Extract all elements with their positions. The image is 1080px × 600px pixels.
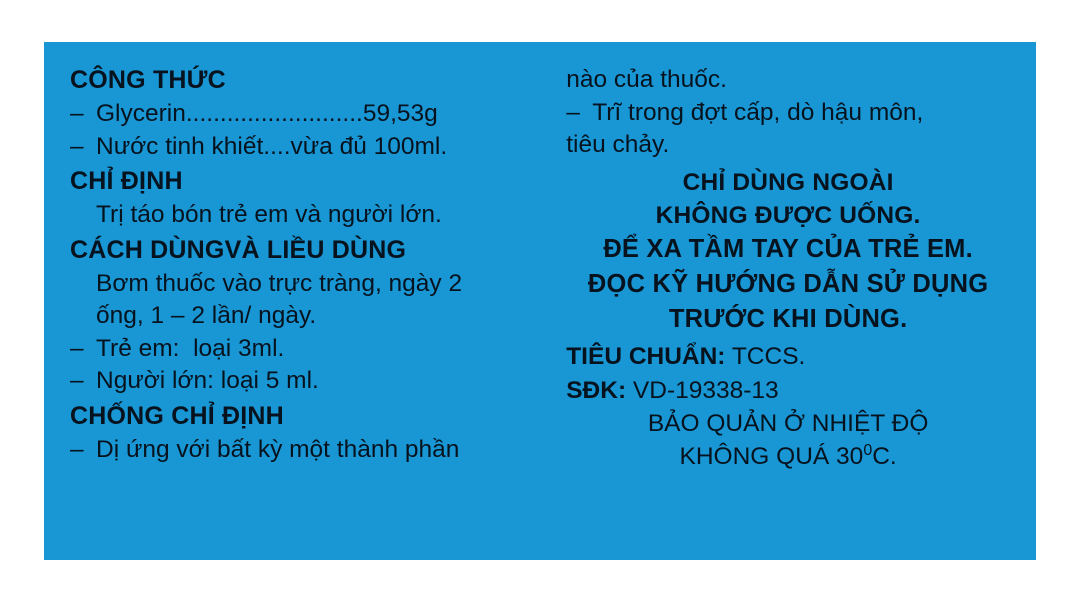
storage-line1: BẢO QUẢN Ở NHIỆT ĐỘ: [647, 410, 929, 437]
registration-row: [566, 374, 1010, 407]
warning-external-use-only: CHỈ DÙNG NGOÀI: [682, 168, 894, 196]
warning-read-instructions: ĐỌC KỸ HƯỚNG DẪN SỬ DỤNG: [587, 270, 989, 299]
list-item: [70, 333, 548, 366]
label-right-column: [558, 64, 1010, 550]
list-item: [70, 98, 548, 131]
dash-bullet-icon: –: [70, 132, 84, 160]
dash-bullet-icon: –: [70, 334, 84, 362]
dosage-text-line2: ống, 1 – 2 lần/ ngày.: [96, 302, 317, 330]
indication-text: Trị táo bón trẻ em và người lớn.: [96, 201, 442, 229]
standard-value: TCCS.: [731, 343, 806, 371]
list-item: [70, 131, 548, 164]
dosage-text-line1: Bơm thuốc vào trực tràng, ngày 2: [96, 269, 463, 297]
standard-label: TIÊU CHUẨN:: [566, 343, 726, 371]
formula-item-text: Glycerin..........................59,53g: [96, 100, 438, 127]
medicine-label-panel: [44, 42, 1036, 560]
contraindication-tail: tiêu chảy.: [566, 131, 670, 159]
contraindication-continuation: nào của thuốc.: [566, 66, 727, 93]
dosage-heading: CÁCH DÙNGVÀ LIỀU DÙNG: [70, 235, 407, 264]
registration-value: VD-19338-13: [632, 376, 779, 404]
list-item: [70, 434, 548, 467]
list-item: [566, 97, 1010, 130]
contraindication-item-text: Dị ứng với bất kỳ một thành phần: [96, 436, 460, 464]
dash-bullet-icon: –: [70, 100, 84, 127]
indication-heading: CHỈ ĐỊNH: [70, 167, 183, 196]
formula-heading: CÔNG THỨC: [70, 66, 226, 94]
degree-superscript: 0: [863, 442, 873, 460]
list-item: [70, 365, 548, 398]
contraindication-heading: CHỐNG CHỈ ĐỊNH: [70, 402, 284, 431]
registration-label: SĐK:: [566, 376, 627, 404]
standard-row: [566, 340, 1010, 373]
dash-bullet-icon: –: [70, 367, 84, 395]
warning-do-not-swallow: KHÔNG ĐƯỢC UỐNG.: [655, 202, 921, 230]
dosage-item-text: Người lớn: loại 5 ml.: [96, 367, 319, 395]
storage-temp-prefix: KHÔNG QUÁ 30: [679, 443, 864, 471]
warning-keep-away-from-children: ĐỂ XA TẦM TAY CỦA TRẺ EM.: [603, 235, 973, 264]
warning-before-use: TRƯỚC KHI DÙNG.: [668, 304, 908, 333]
storage-line2: [566, 440, 1010, 473]
contraindication-item-text: Trĩ trong đợt cấp, dò hậu môn,: [592, 98, 924, 126]
label-left-column: [70, 64, 558, 550]
formula-item-text: Nước tinh khiết....vừa đủ 100ml.: [96, 132, 448, 160]
dash-bullet-icon: –: [566, 98, 580, 126]
storage-temp-suffix: C.: [872, 443, 897, 471]
dosage-item-text: Trẻ em: loại 3ml.: [96, 334, 285, 362]
dash-bullet-icon: –: [70, 436, 84, 464]
